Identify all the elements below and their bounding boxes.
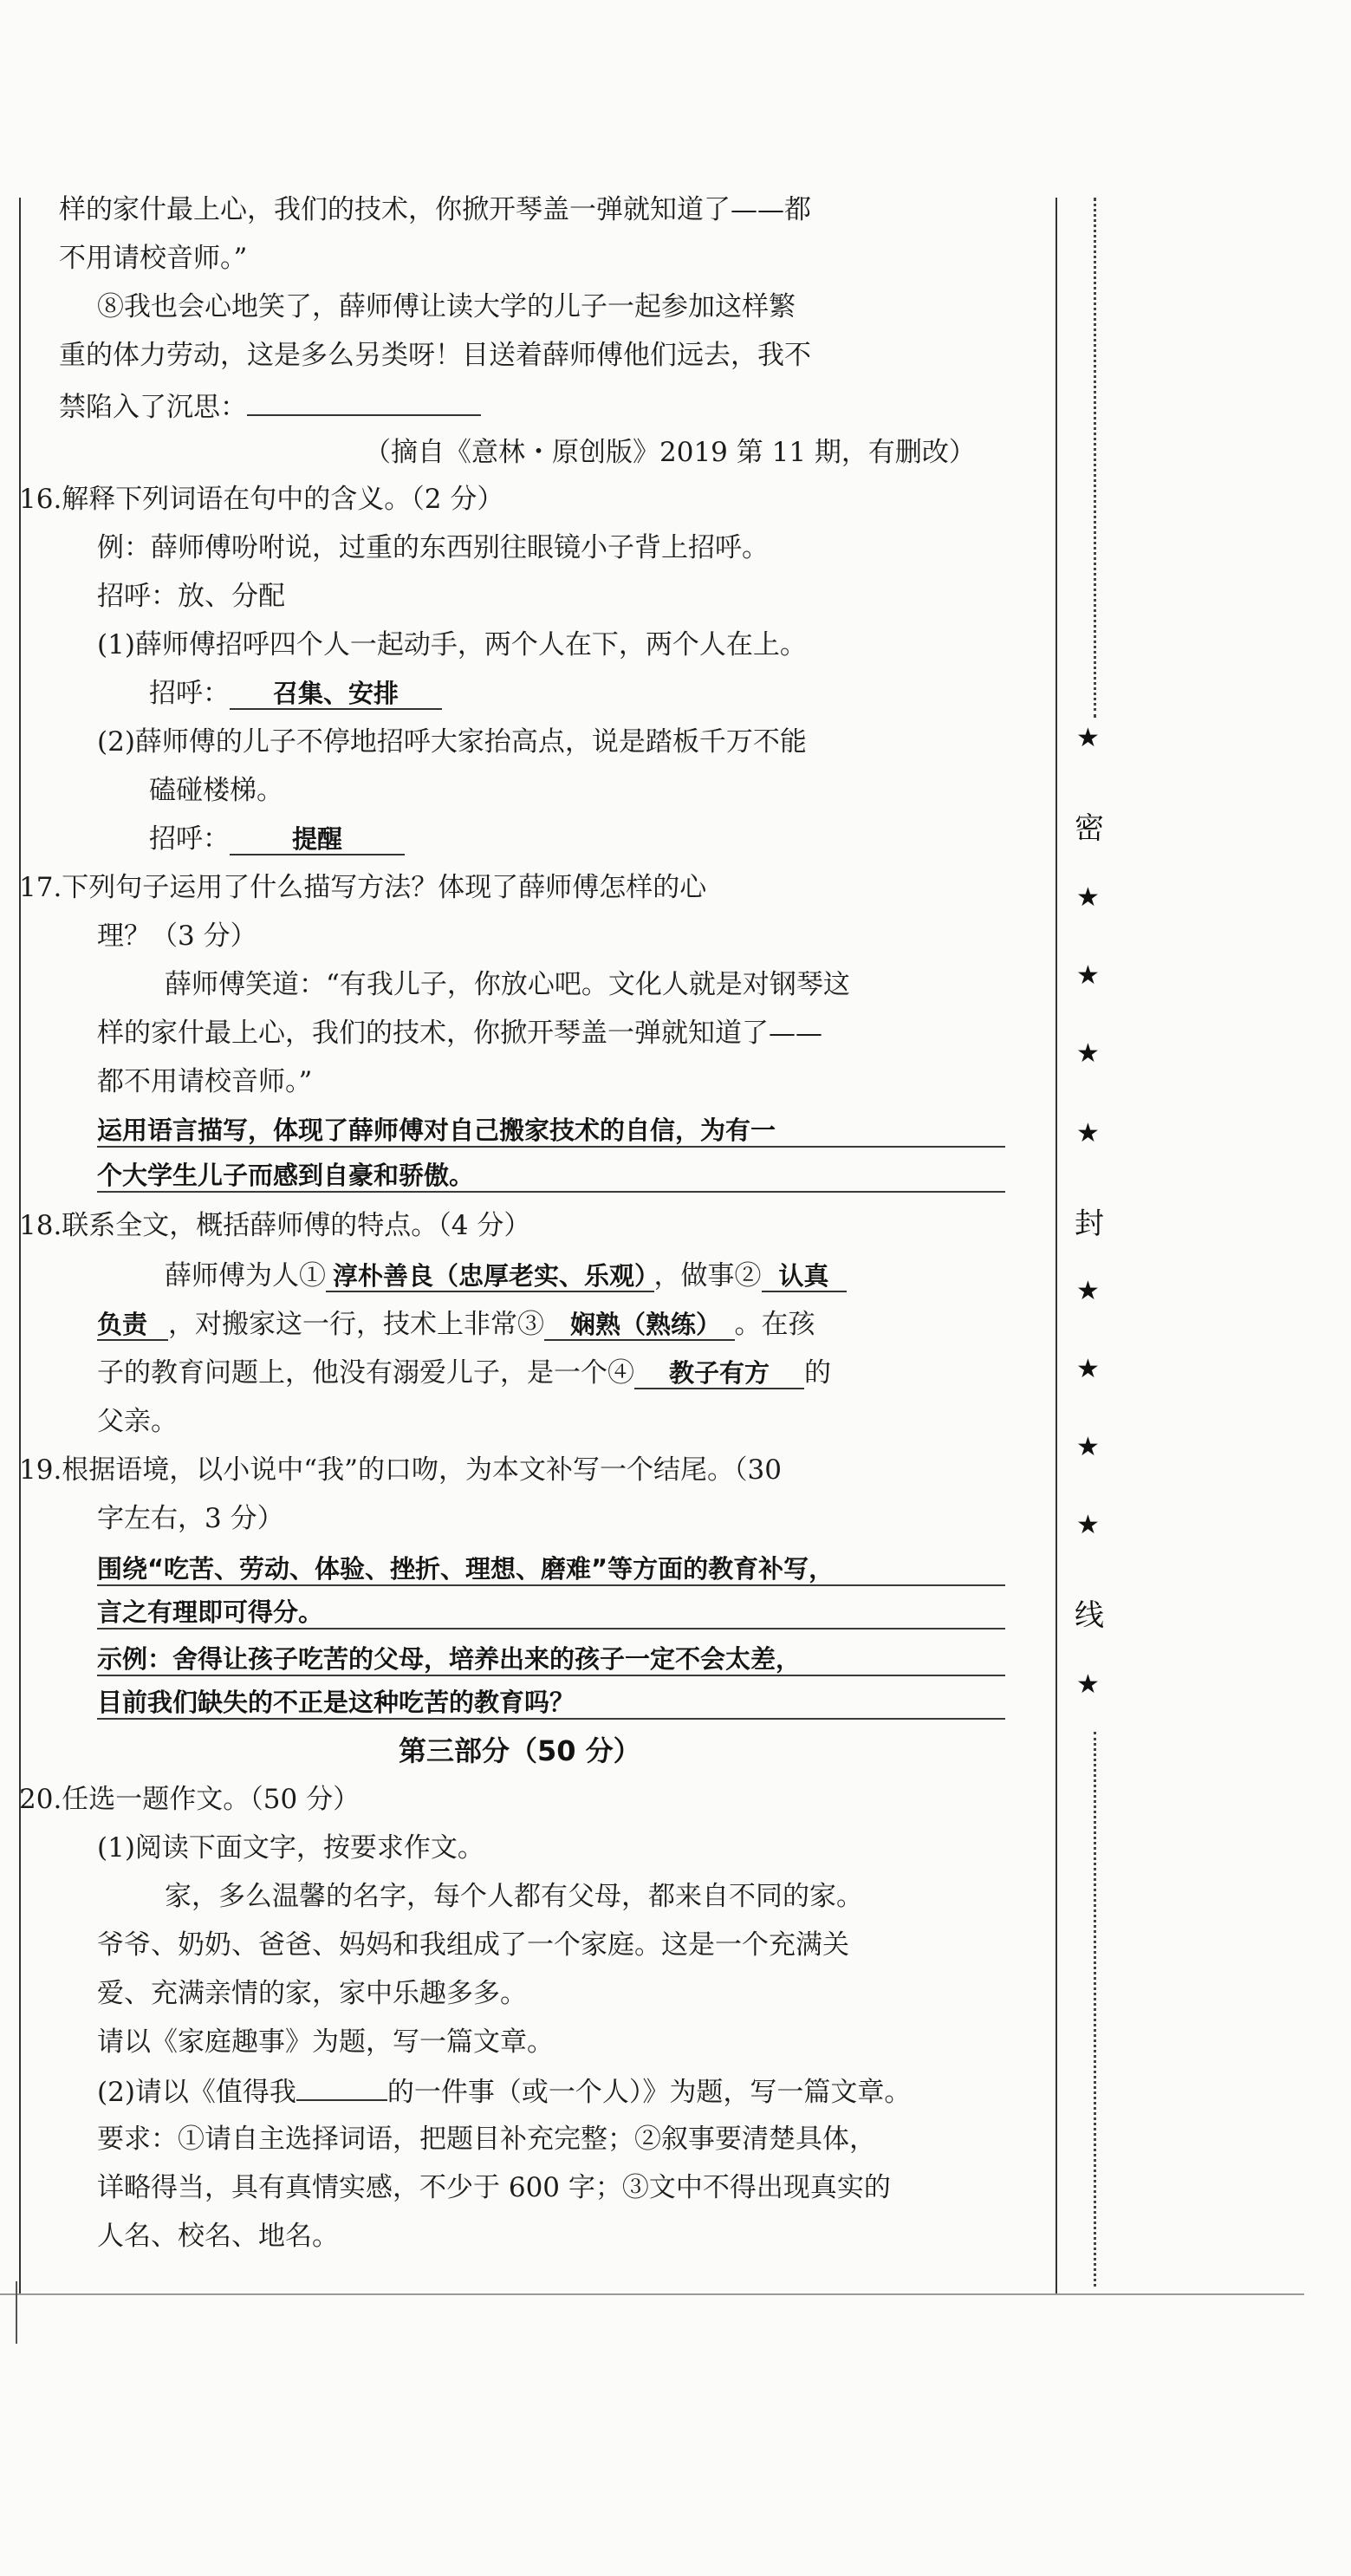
q17-answer: 个大学生儿子而感到自豪和骄傲。 (97, 1161, 475, 1190)
seal-star-icon: ★ (1076, 1038, 1100, 1069)
q19-answer: 示例：舍得让孩子吃苦的父母，培养出来的孩子一定不会太差， (97, 1644, 802, 1674)
seal-star-icon: ★ (1076, 1354, 1100, 1384)
q19-title: 19.根据语境，以小说中“我”的口吻，为本文补写一个结尾。（30 (19, 1454, 782, 1486)
passage-line: 样的家什最上心，我们的技术，你掀开琴盖一弹就知道了——都 (59, 194, 811, 225)
source-citation: （摘自《意林・原创版》2019 第 11 期，有删改） (364, 437, 976, 468)
q17-title: 理？（3 分） (97, 920, 257, 952)
q19-answer: 目前我们缺失的不正是这种吃苦的教育吗？ (97, 1688, 575, 1717)
q16-sentence-1: (1)薛师傅招呼四个人一起动手，两个人在下，两个人在上。 (97, 629, 807, 660)
answer-rule (97, 1718, 1005, 1720)
q17-title: 17.下列句子运用了什么描写方法？体现了薛师傅怎样的心 (19, 872, 707, 903)
q20-title: 20.任选一题作文。（50 分） (19, 1784, 360, 1815)
passage-line: 禁陷入了沉思： (59, 387, 1012, 425)
seal-star-icon: ★ (1076, 723, 1100, 753)
q17-quote: 都不用请校音师。” (97, 1066, 313, 1097)
answer-rule (97, 1584, 1005, 1586)
q20-option-1-text: 爱、充满亲情的家，家中乐趣多多。 (97, 1978, 527, 2009)
q17-quote: 样的家什最上心，我们的技术，你掀开琴盖一弹就知道了—— (97, 1018, 822, 1049)
q18-line-2: 负责 ，对搬家这一行，技术上非常③ 娴熟（熟练） 。在孩 (97, 1309, 815, 1340)
seal-char-feng: 封 (1075, 1207, 1104, 1241)
q20-option-1-text: 爷爷、奶奶、爸爸、妈妈和我组成了一个家庭。这是一个充满关 (97, 1929, 849, 1961)
q20-option-2: (2)请以《值得我 的一件事（或一个人）》为题，写一篇文章。 (97, 2073, 1050, 2110)
seal-star-icon: ★ (1076, 1510, 1100, 1540)
seal-star-icon: ★ (1076, 1276, 1100, 1306)
part-three-heading: 第三部分（50 分） (399, 1734, 641, 1767)
seal-char-mi: 密 (1075, 811, 1104, 846)
essay-blank (247, 387, 481, 416)
q17-quote: 薛师傅笑道：“有我儿子，你放心吧。文化人就是对钢琴这 (165, 969, 850, 1000)
answer-rule (97, 1675, 1005, 1676)
q16-sentence-2: 磕碰楼梯。 (149, 775, 283, 806)
bottom-left-tick (16, 2281, 17, 2344)
q16-example: 例：薛师傅吩咐说，过重的东西别往眼镜小子背上招呼。 (97, 532, 769, 563)
seal-star-icon: ★ (1076, 1118, 1100, 1148)
passage-line: ⑧我也会心地笑了，薛师傅让读大学的儿子一起参加这样繁 (97, 291, 796, 322)
answer-rule (97, 1146, 1005, 1148)
passage-line: 重的体力劳动，这是多么另类呀！目送着薛师傅他们远去，我不 (59, 340, 811, 371)
q20-requirements: 人名、校名、地名。 (97, 2221, 339, 2252)
q18-title: 18.联系全文，概括薛师傅的特点。（4 分） (19, 1210, 531, 1241)
seal-star-icon: ★ (1076, 1432, 1100, 1462)
q18-line-3: 子的教育问题上，他没有溺爱儿子，是一个④ 教子有方 的 (97, 1357, 832, 1389)
q20-option-1-text: 家，多么温馨的名字，每个人都有父母，都来自不同的家。 (165, 1881, 863, 1912)
q20-option-1: (1)阅读下面文字，按要求作文。 (97, 1832, 484, 1864)
passage-line: 不用请校音师。” (59, 243, 248, 274)
q20-requirements: 要求：①请自主选择词语，把题目补充完整；②叙事要清楚具体， (97, 2124, 876, 2155)
seal-char-xian: 线 (1075, 1598, 1104, 1633)
bottom-rule (0, 2293, 1304, 2295)
q20-option-1-prompt: 请以《家庭趣事》为题，写一篇文章。 (97, 2026, 554, 2058)
seal-star-icon: ★ (1076, 882, 1100, 913)
right-margin-line (1055, 198, 1057, 2295)
title-blank (296, 2073, 387, 2101)
seal-star-icon: ★ (1076, 1669, 1100, 1700)
q18-line-1: 薛师傅为人① 淳朴善良（忠厚老实、乐观） ，做事② 认真 (165, 1259, 1118, 1293)
q16-answer-1: 招呼： 召集、安排 (149, 676, 1102, 711)
seal-dotted-line-bottom (1094, 1732, 1096, 2287)
q20-requirements: 详略得当，具有真情实感，不少于 600 字；③文中不得出现真实的 (97, 2172, 891, 2203)
q16-title: 16.解释下列词语在句中的含义。（2 分） (19, 484, 504, 515)
q18-line-4: 父亲。 (97, 1406, 178, 1437)
q19-answer: 围绕“吃苦、劳动、体验、挫折、理想、磨难”等方面的教育补写， (97, 1554, 835, 1584)
answer-rule (97, 1191, 1005, 1193)
answer-rule (97, 1628, 1005, 1630)
q19-title: 字左右，3 分） (97, 1503, 284, 1534)
q16-sentence-2: (2)薛师傅的儿子不停地招呼大家抬高点，说是踏板千万不能 (97, 726, 807, 758)
q16-answer-2: 招呼： 提醒 (149, 822, 1102, 856)
seal-star-icon: ★ (1076, 960, 1100, 991)
q16-example-answer: 招呼：放、分配 (97, 581, 285, 612)
q17-answer: 运用语言描写，体现了薛师傅对自己搬家技术的自信，为有一 (97, 1116, 776, 1145)
q19-answer: 言之有理即可得分。 (97, 1597, 324, 1627)
